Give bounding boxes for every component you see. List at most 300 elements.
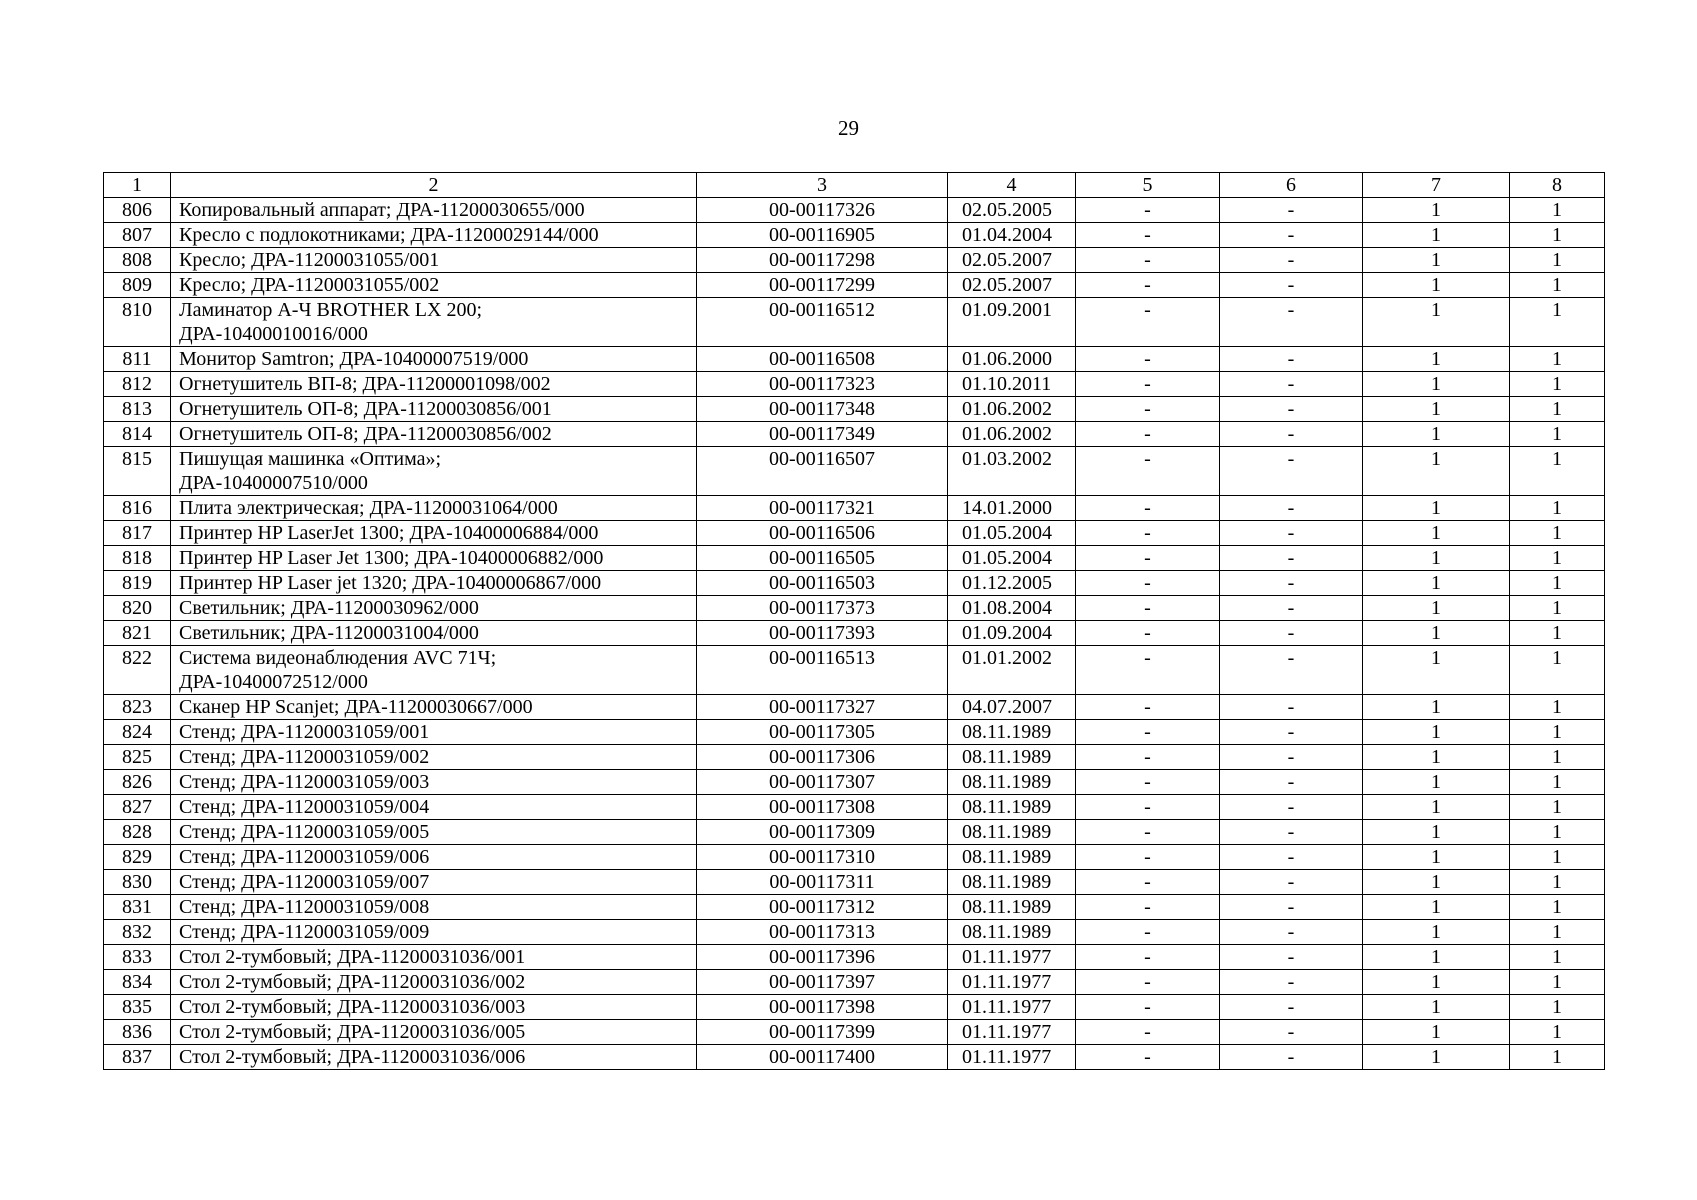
inventory-code-cell: 00-00117323 [697, 372, 948, 397]
table-row [104, 820, 1605, 845]
date-cell: 01.08.2004 [948, 596, 1076, 621]
item-name-line: Огнетушитель ОП-8; ДРА-11200030856/001 [179, 398, 552, 420]
inventory-code-cell: 00-00116508 [697, 347, 948, 372]
column-7-cell: 1 [1363, 447, 1510, 496]
column-header-3: 3 [697, 173, 948, 198]
item-name-line: ДРА-10400010016/000 [179, 323, 368, 345]
date-cell: 01.06.2002 [948, 397, 1076, 422]
column-7-cell: 1 [1363, 1045, 1510, 1070]
table-row [104, 795, 1605, 820]
column-7-cell: 1 [1363, 720, 1510, 745]
table-row [104, 845, 1605, 870]
date-cell: 01.04.2004 [948, 223, 1076, 248]
inventory-code-cell: 00-00117309 [697, 820, 948, 845]
item-name-line: Стенд; ДРА-11200031059/009 [179, 921, 430, 943]
column-6-cell: - [1220, 298, 1363, 347]
column-8-cell: 1 [1510, 870, 1605, 895]
column-6-cell: - [1220, 571, 1363, 596]
column-6-cell: - [1220, 795, 1363, 820]
column-6-cell: - [1220, 521, 1363, 546]
table-row [104, 372, 1605, 397]
item-name-line: Плита электрическая; ДРА-11200031064/000 [179, 497, 558, 519]
item-name-line: Стол 2-тумбовый; ДРА-11200031036/001 [179, 946, 526, 968]
column-7-cell: 1 [1363, 820, 1510, 845]
date-cell: 01.03.2002 [948, 447, 1076, 496]
column-7-cell: 1 [1363, 248, 1510, 273]
column-7-cell: 1 [1363, 372, 1510, 397]
column-8-cell: 1 [1510, 447, 1605, 496]
inventory-code-cell: 00-00117298 [697, 248, 948, 273]
column-7-cell: 1 [1363, 995, 1510, 1020]
row-number-cell: 809 [104, 273, 171, 298]
item-name-line: Стенд; ДРА-11200031059/005 [179, 821, 430, 843]
item-name-cell [171, 621, 697, 646]
column-8-cell: 1 [1510, 198, 1605, 223]
column-5-cell: - [1076, 347, 1220, 372]
row-number-cell: 834 [104, 970, 171, 995]
column-6-cell: - [1220, 347, 1363, 372]
table-row [104, 870, 1605, 895]
column-5-cell: - [1076, 1020, 1220, 1045]
inventory-code-cell: 00-00116505 [697, 546, 948, 571]
column-8-cell: 1 [1510, 347, 1605, 372]
item-name-line: Стенд; ДРА-11200031059/003 [179, 771, 430, 793]
table-row [104, 970, 1605, 995]
item-name-line: Огнетушитель ВП-8; ДРА-11200001098/002 [179, 373, 551, 395]
column-8-cell: 1 [1510, 720, 1605, 745]
item-name-cell [171, 372, 697, 397]
item-name-cell [171, 920, 697, 945]
row-number-cell: 818 [104, 546, 171, 571]
item-name-line: ДРА-10400072512/000 [179, 671, 368, 693]
item-name-line: Стол 2-тумбовый; ДРА-11200031036/006 [179, 1046, 526, 1068]
column-6-cell: - [1220, 447, 1363, 496]
table-row [104, 1020, 1605, 1045]
inventory-code-cell: 00-00117310 [697, 845, 948, 870]
row-number-cell: 829 [104, 845, 171, 870]
row-number-cell: 821 [104, 621, 171, 646]
column-8-cell: 1 [1510, 521, 1605, 546]
column-5-cell: - [1076, 845, 1220, 870]
date-cell: 01.09.2004 [948, 621, 1076, 646]
row-number-cell: 806 [104, 198, 171, 223]
item-name-line: Стенд; ДРА-11200031059/001 [179, 721, 430, 743]
column-5-cell: - [1076, 995, 1220, 1020]
row-number-cell: 837 [104, 1045, 171, 1070]
table-row [104, 347, 1605, 372]
date-cell: 08.11.1989 [948, 770, 1076, 795]
table-row [104, 198, 1605, 223]
table-row [104, 298, 1605, 347]
column-5-cell: - [1076, 920, 1220, 945]
inventory-code-cell: 00-00117348 [697, 397, 948, 422]
item-name-cell [171, 496, 697, 521]
date-cell: 01.05.2004 [948, 546, 1076, 571]
inventory-code-cell: 00-00117327 [697, 695, 948, 720]
item-name-line: Огнетушитель ОП-8; ДРА-11200030856/002 [179, 423, 552, 445]
item-name-cell [171, 870, 697, 895]
date-cell: 08.11.1989 [948, 895, 1076, 920]
table-body [104, 198, 1605, 1070]
item-name-line: Стол 2-тумбовый; ДРА-11200031036/002 [179, 971, 526, 993]
page-number: 29 [838, 116, 859, 140]
column-7-cell: 1 [1363, 1020, 1510, 1045]
item-name-cell [171, 248, 697, 273]
table-row [104, 397, 1605, 422]
column-5-cell: - [1076, 770, 1220, 795]
inventory-code-cell: 00-00117313 [697, 920, 948, 945]
row-number-cell: 817 [104, 521, 171, 546]
column-8-cell: 1 [1510, 397, 1605, 422]
item-name-cell [171, 447, 697, 496]
item-name-cell [171, 223, 697, 248]
table-row [104, 646, 1605, 695]
column-6-cell: - [1220, 496, 1363, 521]
column-7-cell: 1 [1363, 646, 1510, 695]
column-7-cell: 1 [1363, 397, 1510, 422]
inventory-code-cell: 00-00116513 [697, 646, 948, 695]
column-7-cell: 1 [1363, 870, 1510, 895]
row-number-cell: 833 [104, 945, 171, 970]
column-7-cell: 1 [1363, 895, 1510, 920]
column-8-cell: 1 [1510, 298, 1605, 347]
inventory-code-cell: 00-00117400 [697, 1045, 948, 1070]
column-6-cell: - [1220, 995, 1363, 1020]
column-6-cell: - [1220, 895, 1363, 920]
column-6-cell: - [1220, 970, 1363, 995]
column-6-cell: - [1220, 621, 1363, 646]
column-7-cell: 1 [1363, 223, 1510, 248]
table-row [104, 745, 1605, 770]
column-8-cell: 1 [1510, 248, 1605, 273]
column-7-cell: 1 [1363, 273, 1510, 298]
table-row [104, 273, 1605, 298]
inventory-code-cell: 00-00116503 [697, 571, 948, 596]
item-name-line: Стол 2-тумбовый; ДРА-11200031036/003 [179, 996, 526, 1018]
inventory-code-cell: 00-00117308 [697, 795, 948, 820]
table-row [104, 496, 1605, 521]
date-cell: 01.12.2005 [948, 571, 1076, 596]
table-row [104, 248, 1605, 273]
inventory-code-cell: 00-00117397 [697, 970, 948, 995]
date-cell: 08.11.1989 [948, 920, 1076, 945]
item-name-cell [171, 995, 697, 1020]
inventory-code-cell: 00-00117399 [697, 1020, 948, 1045]
column-8-cell: 1 [1510, 795, 1605, 820]
row-number-cell: 812 [104, 372, 171, 397]
column-6-cell: - [1220, 248, 1363, 273]
column-5-cell: - [1076, 945, 1220, 970]
column-8-cell: 1 [1510, 945, 1605, 970]
inventory-code-cell: 00-00116507 [697, 447, 948, 496]
item-name-cell [171, 720, 697, 745]
column-5-cell: - [1076, 1045, 1220, 1070]
item-name-cell [171, 347, 697, 372]
row-number-cell: 810 [104, 298, 171, 347]
row-number-cell: 815 [104, 447, 171, 496]
item-name-line: Принтер HP Laser jet 1320; ДРА-10400006867/000 [179, 572, 602, 594]
column-8-cell: 1 [1510, 845, 1605, 870]
column-7-cell: 1 [1363, 770, 1510, 795]
column-8-cell: 1 [1510, 422, 1605, 447]
column-8-cell: 1 [1510, 621, 1605, 646]
row-number-cell: 825 [104, 745, 171, 770]
table-row [104, 920, 1605, 945]
inventory-code-cell: 00-00116905 [697, 223, 948, 248]
item-name-line: Система видеонаблюдения AVC 71Ч; [179, 647, 497, 669]
date-cell: 02.05.2005 [948, 198, 1076, 223]
column-7-cell: 1 [1363, 795, 1510, 820]
item-name-cell [171, 895, 697, 920]
column-7-cell: 1 [1363, 298, 1510, 347]
column-header-5: 5 [1076, 173, 1220, 198]
row-number-cell: 822 [104, 646, 171, 695]
item-name-line: Стенд; ДРА-11200031059/002 [179, 746, 430, 768]
inventory-code-cell: 00-00117373 [697, 596, 948, 621]
inventory-code-cell: 00-00117299 [697, 273, 948, 298]
column-6-cell: - [1220, 372, 1363, 397]
row-number-cell: 827 [104, 795, 171, 820]
column-8-cell: 1 [1510, 496, 1605, 521]
date-cell: 01.11.1977 [948, 1045, 1076, 1070]
column-8-cell: 1 [1510, 273, 1605, 298]
date-cell: 08.11.1989 [948, 820, 1076, 845]
column-6-cell: - [1220, 397, 1363, 422]
column-8-cell: 1 [1510, 770, 1605, 795]
item-name-line: Пишущая машинка «Оптима»; [179, 448, 442, 470]
column-6-cell: - [1220, 745, 1363, 770]
column-8-cell: 1 [1510, 571, 1605, 596]
table-row [104, 695, 1605, 720]
column-5-cell: - [1076, 546, 1220, 571]
item-name-line: Стенд; ДРА-11200031059/006 [179, 846, 430, 868]
column-5-cell: - [1076, 422, 1220, 447]
column-6-cell: - [1220, 920, 1363, 945]
column-8-cell: 1 [1510, 920, 1605, 945]
column-5-cell: - [1076, 695, 1220, 720]
item-name-line: Кресло; ДРА-11200031055/002 [179, 274, 440, 296]
date-cell: 02.05.2007 [948, 273, 1076, 298]
row-number-cell: 820 [104, 596, 171, 621]
table-row [104, 521, 1605, 546]
item-name-line: Принтер HP LaserJet 1300; ДРА-10400006884/000 [179, 522, 599, 544]
column-8-cell: 1 [1510, 1020, 1605, 1045]
date-cell: 01.10.2011 [948, 372, 1076, 397]
column-5-cell: - [1076, 970, 1220, 995]
table-row [104, 995, 1605, 1020]
column-8-cell: 1 [1510, 895, 1605, 920]
column-6-cell: - [1220, 596, 1363, 621]
column-7-cell: 1 [1363, 920, 1510, 945]
column-5-cell: - [1076, 795, 1220, 820]
table-row [104, 770, 1605, 795]
column-5-cell: - [1076, 223, 1220, 248]
item-name-line: Стенд; ДРА-11200031059/007 [179, 871, 430, 893]
item-name-cell [171, 546, 697, 571]
column-6-cell: - [1220, 198, 1363, 223]
column-6-cell: - [1220, 422, 1363, 447]
row-number-cell: 835 [104, 995, 171, 1020]
column-5-cell: - [1076, 198, 1220, 223]
item-name-cell [171, 397, 697, 422]
row-number-cell: 819 [104, 571, 171, 596]
column-8-cell: 1 [1510, 695, 1605, 720]
table-row [104, 945, 1605, 970]
item-name-cell [171, 745, 697, 770]
column-5-cell: - [1076, 248, 1220, 273]
inventory-table [103, 172, 1605, 1070]
column-number-row [104, 173, 1605, 198]
date-cell: 01.01.2002 [948, 646, 1076, 695]
inventory-code-cell: 00-00117321 [697, 496, 948, 521]
date-cell: 01.11.1977 [948, 995, 1076, 1020]
column-8-cell: 1 [1510, 223, 1605, 248]
item-name-cell [171, 770, 697, 795]
inventory-code-cell: 00-00117305 [697, 720, 948, 745]
inventory-code-cell: 00-00117306 [697, 745, 948, 770]
column-5-cell: - [1076, 447, 1220, 496]
table-row [104, 223, 1605, 248]
column-7-cell: 1 [1363, 347, 1510, 372]
column-5-cell: - [1076, 273, 1220, 298]
item-name-cell [171, 1045, 697, 1070]
row-number-cell: 831 [104, 895, 171, 920]
row-number-cell: 814 [104, 422, 171, 447]
date-cell: 14.01.2000 [948, 496, 1076, 521]
item-name-cell [171, 198, 697, 223]
item-name-line: Стол 2-тумбовый; ДРА-11200031036/005 [179, 1021, 526, 1043]
column-8-cell: 1 [1510, 1045, 1605, 1070]
item-name-line: Копировальный аппарат; ДРА-11200030655/000 [179, 199, 585, 221]
item-name-line: Стенд; ДРА-11200031059/004 [179, 796, 430, 818]
column-6-cell: - [1220, 223, 1363, 248]
table-row [104, 1045, 1605, 1070]
column-header-4: 4 [948, 173, 1076, 198]
item-name-line: ДРА-10400007510/000 [179, 472, 368, 494]
item-name-line: Сканер HP Scanjet; ДРА-11200030667/000 [179, 696, 533, 718]
inventory-code-cell: 00-00117312 [697, 895, 948, 920]
row-number-cell: 826 [104, 770, 171, 795]
row-number-cell: 816 [104, 496, 171, 521]
date-cell: 01.11.1977 [948, 970, 1076, 995]
item-name-cell [171, 845, 697, 870]
item-name-cell [171, 422, 697, 447]
column-header-2: 2 [171, 173, 697, 198]
column-7-cell: 1 [1363, 546, 1510, 571]
date-cell: 01.06.2000 [948, 347, 1076, 372]
column-5-cell: - [1076, 372, 1220, 397]
column-header-8: 8 [1510, 173, 1605, 198]
column-8-cell: 1 [1510, 820, 1605, 845]
table-row [104, 720, 1605, 745]
item-name-cell [171, 298, 697, 347]
column-5-cell: - [1076, 621, 1220, 646]
inventory-code-cell: 00-00117349 [697, 422, 948, 447]
column-6-cell: - [1220, 720, 1363, 745]
column-5-cell: - [1076, 298, 1220, 347]
item-name-cell [171, 596, 697, 621]
date-cell: 01.05.2004 [948, 521, 1076, 546]
column-6-cell: - [1220, 273, 1363, 298]
column-6-cell: - [1220, 870, 1363, 895]
column-7-cell: 1 [1363, 745, 1510, 770]
column-5-cell: - [1076, 571, 1220, 596]
item-name-line: Стенд; ДРА-11200031059/008 [179, 896, 430, 918]
table-row [104, 447, 1605, 496]
column-header-1: 1 [104, 173, 171, 198]
row-number-cell: 808 [104, 248, 171, 273]
column-6-cell: - [1220, 820, 1363, 845]
row-number-cell: 824 [104, 720, 171, 745]
row-number-cell: 807 [104, 223, 171, 248]
row-number-cell: 836 [104, 1020, 171, 1045]
item-name-line: Светильник; ДРА-11200030962/000 [179, 597, 479, 619]
column-6-cell: - [1220, 945, 1363, 970]
item-name-line: Светильник; ДРА-11200031004/000 [179, 622, 479, 644]
table-row [104, 895, 1605, 920]
row-number-cell: 811 [104, 347, 171, 372]
column-6-cell: - [1220, 546, 1363, 571]
date-cell: 08.11.1989 [948, 720, 1076, 745]
column-5-cell: - [1076, 596, 1220, 621]
column-7-cell: 1 [1363, 845, 1510, 870]
date-cell: 04.07.2007 [948, 695, 1076, 720]
column-header-7: 7 [1363, 173, 1510, 198]
column-7-cell: 1 [1363, 621, 1510, 646]
column-8-cell: 1 [1510, 646, 1605, 695]
item-name-cell [171, 945, 697, 970]
column-8-cell: 1 [1510, 596, 1605, 621]
table-row [104, 546, 1605, 571]
date-cell: 01.11.1977 [948, 945, 1076, 970]
item-name-line: Кресло с подлокотниками; ДРА-11200029144/000 [179, 224, 599, 246]
item-name-cell [171, 646, 697, 695]
column-8-cell: 1 [1510, 546, 1605, 571]
row-number-cell: 813 [104, 397, 171, 422]
item-name-cell [171, 795, 697, 820]
item-name-line: Принтер HP Laser Jet 1300; ДРА-10400006882/000 [179, 547, 604, 569]
column-5-cell: - [1076, 870, 1220, 895]
column-6-cell: - [1220, 646, 1363, 695]
date-cell: 08.11.1989 [948, 845, 1076, 870]
column-8-cell: 1 [1510, 745, 1605, 770]
date-cell: 01.09.2001 [948, 298, 1076, 347]
date-cell: 01.11.1977 [948, 1020, 1076, 1045]
table-row [104, 596, 1605, 621]
row-number-cell: 832 [104, 920, 171, 945]
column-7-cell: 1 [1363, 571, 1510, 596]
column-6-cell: - [1220, 845, 1363, 870]
date-cell: 08.11.1989 [948, 870, 1076, 895]
date-cell: 01.06.2002 [948, 422, 1076, 447]
column-6-cell: - [1220, 695, 1363, 720]
item-name-line: Монитор Samtron; ДРА-10400007519/000 [179, 348, 529, 370]
inventory-code-cell: 00-00117311 [697, 870, 948, 895]
column-5-cell: - [1076, 745, 1220, 770]
column-5-cell: - [1076, 496, 1220, 521]
column-header-6: 6 [1220, 173, 1363, 198]
inventory-code-cell: 00-00116506 [697, 521, 948, 546]
item-name-cell [171, 695, 697, 720]
inventory-code-cell: 00-00116512 [697, 298, 948, 347]
row-number-cell: 823 [104, 695, 171, 720]
item-name-cell [171, 970, 697, 995]
table-row [104, 422, 1605, 447]
column-5-cell: - [1076, 895, 1220, 920]
column-7-cell: 1 [1363, 945, 1510, 970]
date-cell: 08.11.1989 [948, 745, 1076, 770]
column-5-cell: - [1076, 720, 1220, 745]
